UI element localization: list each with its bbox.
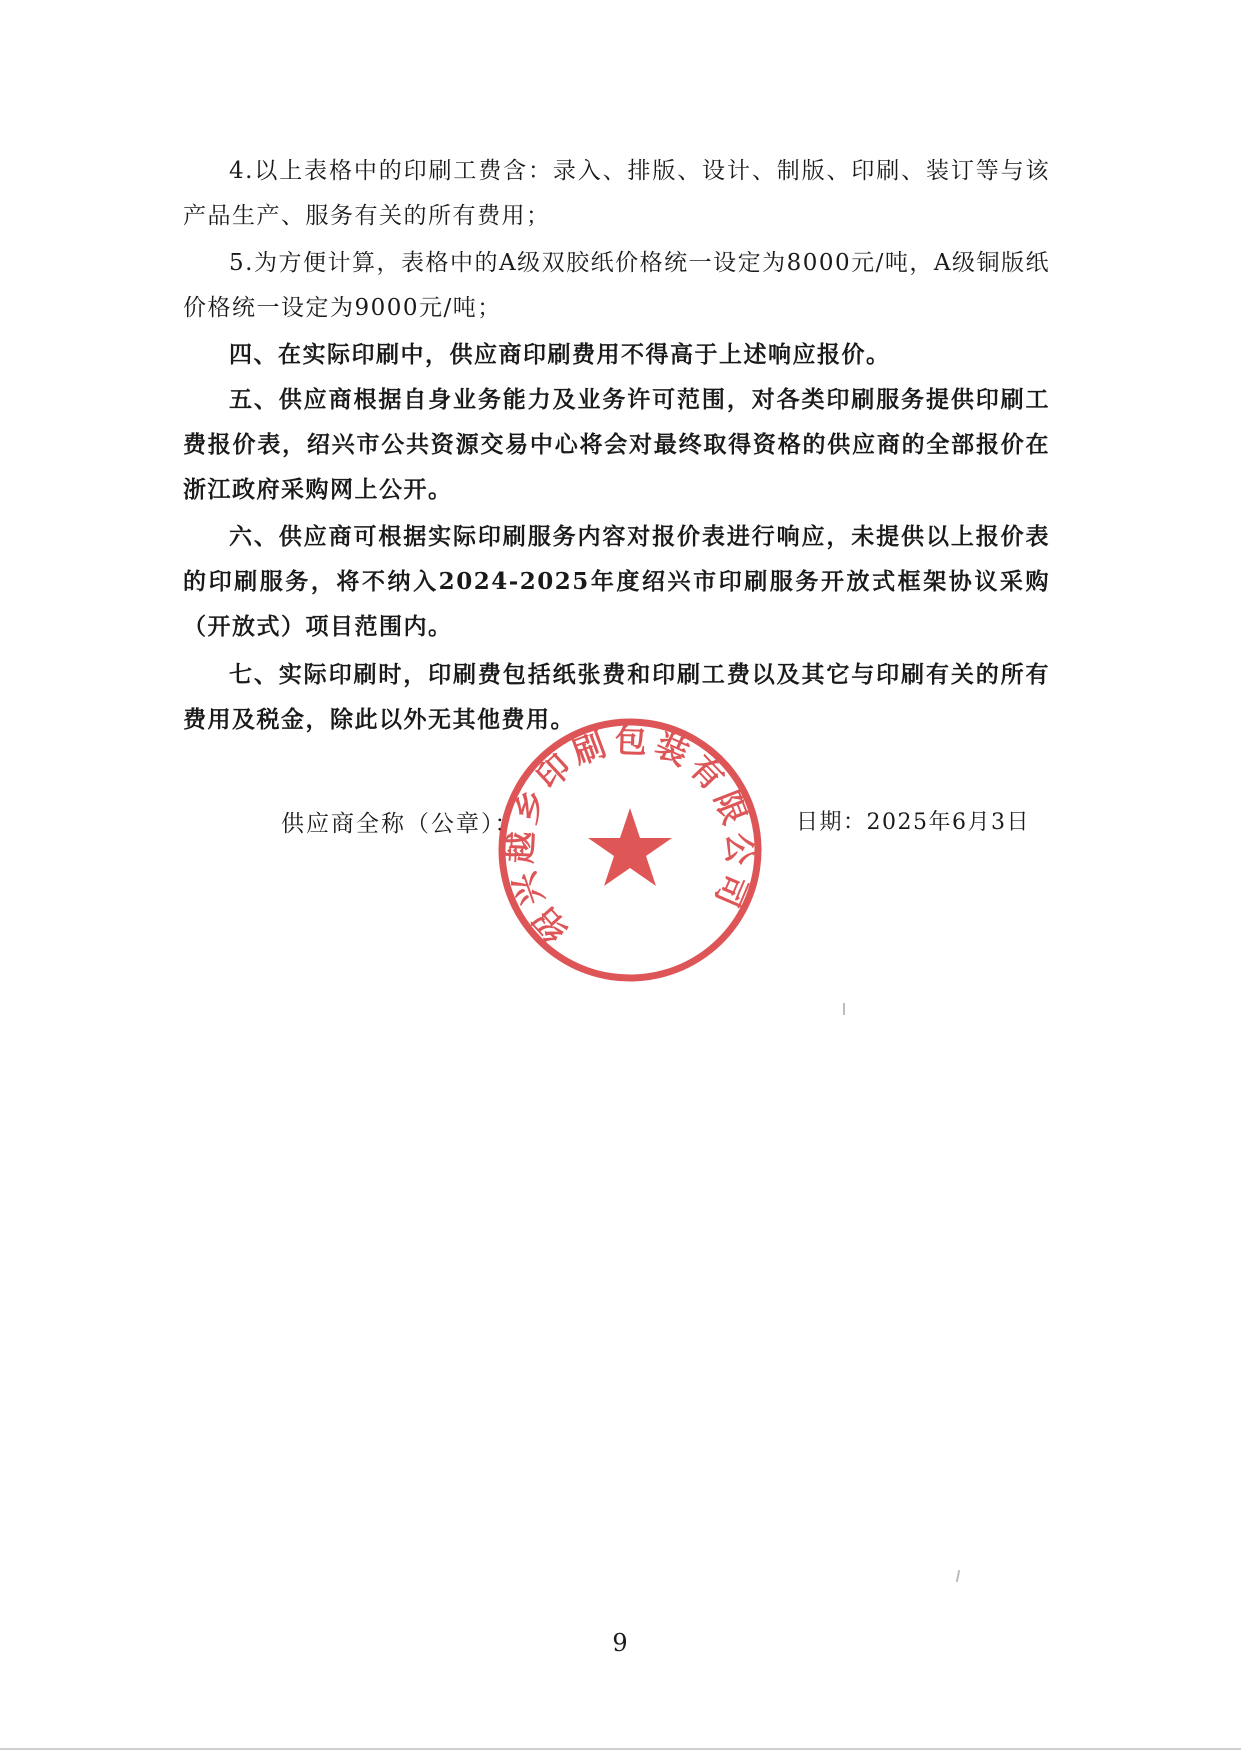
supplier-name-label: 供应商全称（公章）： <box>281 811 520 837</box>
scan-speck <box>843 1003 845 1015</box>
clause-5: 五、供应商根据自身业务能力及业务许可范围，对各类印刷服务提供印刷工费报价表，绍兴市公共资源交易中心将会对最终取得资格的供应商的全部报价在浙江政府采购网上公开。 <box>183 386 1050 503</box>
clause-4: 四、在实际印刷中，供应商印刷费用不得高于上述响应报价。 <box>229 341 891 368</box>
scan-edge <box>0 1748 1241 1750</box>
seal-star-icon <box>588 808 672 886</box>
clause-6: 六、供应商可根据实际印刷服务内容对报价表进行响应，未提供以上报价表的印刷服务，将不纳入2024-2025年度绍兴市印刷服务开放式框架协议采购（开放式）项目范围内。 <box>183 523 1050 640</box>
seal-text: 绍兴越乡印刷包装有限公司 <box>501 721 759 950</box>
company-seal <box>490 710 770 990</box>
page-number: 9 <box>612 1629 628 1657</box>
scan-speck <box>956 1570 960 1582</box>
signature-date: 日期：2025年6月3日 <box>796 810 1030 835</box>
note-4: 4.以上表格中的印刷工费含：录入、排版、设计、制版、印刷、装订等与该产品生产、服务有关的所有费用； <box>183 158 1050 229</box>
note-5: 5.为方便计算，表格中的A级双胶纸价格统一设定为8000元/吨，A级铜版纸价格统一设定为9000元/吨； <box>183 250 1050 321</box>
clause-7: 七、实际印刷时，印刷费包括纸张费和印刷工费以及其它与印刷有关的所有费用及税金，除此以外无其他费用。 <box>183 661 1050 733</box>
